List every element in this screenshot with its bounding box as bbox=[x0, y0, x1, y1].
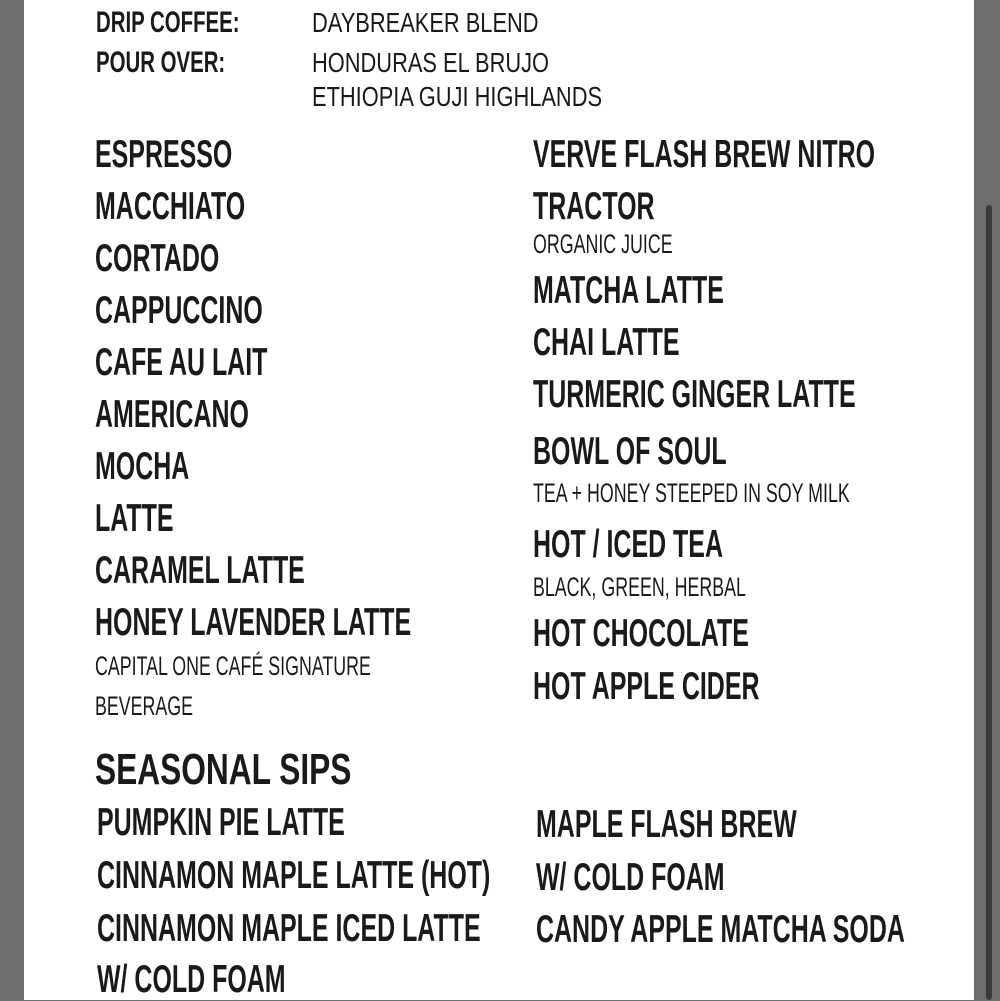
menu-item-caramel-latte: CARAMEL LATTE bbox=[95, 549, 305, 592]
menu-item-macchiato: MACCHIATO bbox=[95, 185, 246, 228]
menu-item-cappuccino: CAPPUCCINO bbox=[95, 289, 263, 332]
vertical-scrollbar[interactable] bbox=[986, 205, 992, 1000]
menu-item-tractor: TRACTOR bbox=[533, 185, 655, 228]
honey-lavender-note-line-1: CAPITAL ONE CAFÉ SIGNATURE bbox=[95, 651, 371, 681]
menu-item-hot-apple-cider: HOT APPLE CIDER bbox=[533, 665, 760, 708]
menu-item-cortado: CORTADO bbox=[95, 237, 220, 280]
menu-item-cafe-au-lait: CAFE AU LAIT bbox=[95, 341, 268, 384]
seasonal-item-cinnamon-maple-latte-hot: CINNAMON MAPLE LATTE (HOT) bbox=[97, 854, 491, 897]
seasonal-item-candy-apple-matcha-soda: CANDY APPLE MATCHA SODA bbox=[536, 908, 905, 951]
menu-item-latte: LATTE bbox=[95, 497, 174, 540]
menu-item-honey-lavender-latte: HONEY LAVENDER LATTE bbox=[95, 601, 412, 644]
menu-item-hot-iced-tea: HOT / ICED TEA bbox=[533, 523, 723, 566]
menu-item-espresso: ESPRESSO bbox=[95, 133, 233, 176]
seasonal-item-maple-flash-brew: MAPLE FLASH BREW bbox=[536, 803, 797, 846]
seasonal-sips-heading: SEASONAL SIPS bbox=[95, 745, 352, 794]
menu-item-chai-latte: CHAI LATTE bbox=[533, 321, 680, 364]
hot-iced-tea-note: BLACK, GREEN, HERBAL bbox=[533, 572, 746, 602]
menu-item-bowl-of-soul: BOWL OF SOUL bbox=[533, 430, 727, 473]
seasonal-item-cold-foam-left: W/ COLD FOAM bbox=[97, 958, 286, 1001]
menu-item-mocha: MOCHA bbox=[95, 445, 190, 488]
tractor-note: ORGANIC JUICE bbox=[533, 229, 673, 259]
seasonal-item-cinnamon-maple-iced-latte: CINNAMON MAPLE ICED LATTE bbox=[97, 907, 481, 950]
pour-over-value-1: HONDURAS EL BRUJO bbox=[312, 47, 550, 78]
menu-item-verve-flash-brew-nitro: VERVE FLASH BREW NITRO bbox=[533, 133, 876, 176]
menu-item-hot-chocolate: HOT CHOCOLATE bbox=[533, 612, 749, 655]
pour-over-value-2: ETHIOPIA GUJI HIGHLANDS bbox=[312, 81, 603, 112]
drip-coffee-label: DRIP COFFEE: bbox=[96, 6, 240, 39]
seasonal-item-cold-foam-right: W/ COLD FOAM bbox=[536, 856, 725, 899]
menu-item-turmeric-ginger-latte: TURMERIC GINGER LATTE bbox=[533, 373, 856, 416]
menu-item-americano: AMERICANO bbox=[95, 393, 249, 436]
pour-over-label: POUR OVER: bbox=[96, 46, 226, 79]
seasonal-item-pumpkin-pie-latte: PUMPKIN PIE LATTE bbox=[97, 801, 345, 844]
menu-item-matcha-latte: MATCHA LATTE bbox=[533, 269, 724, 312]
honey-lavender-note-line-2: BEVERAGE bbox=[95, 691, 194, 721]
bowl-of-soul-note: TEA + HONEY STEEPED IN SOY MILK bbox=[533, 478, 850, 508]
drip-coffee-value: DAYBREAKER BLEND bbox=[312, 7, 539, 38]
